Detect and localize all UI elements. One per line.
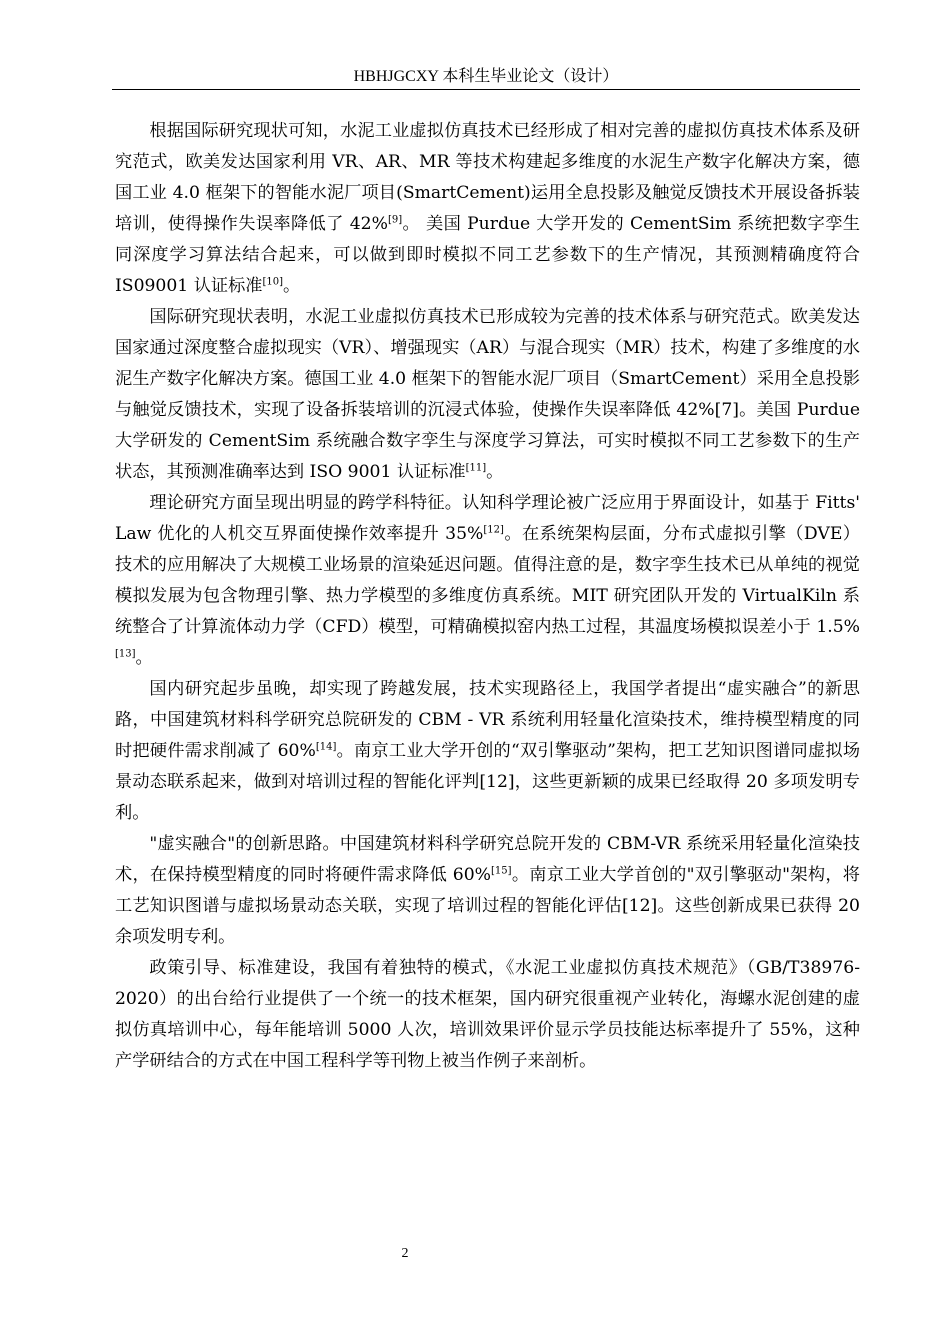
paragraph-text: 国际研究现状表明，水泥工业虚拟仿真技术已形成较为完善的技术体系与研究范式。欧美发达国家通过深度整合虚拟现实（VR）、增强现实（AR）与混合现实（MR）技术，构建了多维度的水泥生产数字化解决方案。德国工业 4.0 框架下的智能水泥厂项目（SmartCement）采用全息投影与触觉反馈技术，实现了设备拆装培训的沉浸式体验，使操作失误率降低 42%[7]。美国 Purdue 大学研发的 CementSim 系统融合数字孪生与深度学习算法，可实时模拟不同工艺参数下的生产状态，其预测准确率达到 ISO 9001 认证标准 bbox=[115, 307, 860, 482]
paragraph-5 bbox=[115, 829, 860, 953]
paragraph-text: 国内研究起步虽晚，却实现了跨越发展，技术实现路径上，我国学者提出“虚实融合”的新思路，中国建筑材料科学研究总院研发的 CBM - VR 系统利用轻量化渲染技术，维持模型精度的同时把硬件需求削减了 60% bbox=[115, 679, 860, 761]
paragraph-text: 。 美国 Purdue 大学开发的 CementSim 系统把数字孪生同深度学习算法结合起来，可以做到即时模拟不同工艺参数下的生产情况，其预测精确度符合 IS09001 认证标准 bbox=[115, 214, 860, 296]
paragraph-text: 。南京工业大学开创的“双引擎驱动”架构，把工艺知识图谱同虚拟场景动态联系起来，做到对培训过程的智能化评判[12]，这些更新颖的成果已经取得 20 多项发明专利。 bbox=[115, 741, 861, 823]
paragraph-1 bbox=[115, 116, 860, 302]
citation-superscript: [9] bbox=[387, 214, 403, 226]
running-header: HBHJGCXY 本科生毕业论文（设计） bbox=[353, 68, 619, 85]
paragraph-text: "虚实融合"的创新思路。中国建筑材料科学研究总院开发的 CBM-VR 系统采用轻量化渲染技术，在保持模型精度的同时将硬件需求降低 60% bbox=[115, 834, 860, 885]
paragraph-text: 。在系统架构层面，分布式虚拟引擎（DVE）技术的应用解决了大规模工业场景的渲染延迟问题。值得注意的是，数字孪生技术已从单纯的视觉模拟发展为包含物理引擎、热力学模型的多维度仿真系统。MIT 研究团队开发的 VirtualKiln 系统整合了计算流体动力学（CFD）模型，可精确模拟窑内热工过程，其温度场模拟误差小于 1.5% bbox=[115, 524, 860, 637]
citation-superscript: [15] bbox=[491, 865, 512, 877]
paragraph-text: 理论研究方面呈现出明显的跨学科特征。认知科学理论被广泛应用于界面设计，如基于 Fitts' Law 优化的人机交互界面使操作效率提升 35% bbox=[115, 493, 860, 544]
citation-superscript: [13] bbox=[115, 648, 136, 660]
citation-superscript: [12] bbox=[483, 524, 504, 536]
citation-superscript: [11] bbox=[465, 462, 487, 474]
paragraph-2 bbox=[115, 302, 860, 488]
citation-superscript: [10] bbox=[262, 276, 283, 288]
header-divider bbox=[112, 89, 860, 90]
paragraph-text: 。 bbox=[486, 462, 504, 482]
paragraph-6 bbox=[115, 953, 860, 1077]
paragraph-text: 。南京工业大学首创的"双引擎驱动"架构，将工艺知识图谱与虚拟场景动态关联，实现了培训过程的智能化评估[12]。这些创新成果已获得 20 余项发明专利。 bbox=[115, 865, 860, 947]
page-number: 2 bbox=[401, 1246, 409, 1261]
paragraph-4 bbox=[115, 674, 860, 829]
paragraph-text: 。 bbox=[283, 276, 301, 296]
paragraph-text: 根据国际研究现状可知，水泥工业虚拟仿真技术已经形成了相对完善的虚拟仿真技术体系及研究范式，欧美发达国家利用 VR、AR、MR 等技术构建起多维度的水泥生产数字化解决方案，德国工业 4.0 框架下的智能水泥厂项目(SmartCement)运用全息投影及触觉反馈技术开展设备拆装培训，使得操作失误率降低了 42% bbox=[115, 121, 860, 234]
document-body bbox=[115, 116, 860, 1077]
citation-superscript: [14] bbox=[315, 741, 337, 753]
paragraph-3 bbox=[115, 488, 860, 674]
paragraph-text: 政策引导、标准建设，我国有着独特的模式，《水泥工业虚拟仿真技术规范》（GB/T38976-2020）的出台给行业提供了一个统一的技术框架，国内研究很重视产业转化，海螺水泥创建的虚拟仿真培训中心，每年能培训 5000 人次，培训效果评价显示学员技能达标率提升了 55%，这种产学研结合的方式在中国工程科学等刊物上被当作例子来剖析。 bbox=[115, 958, 860, 1071]
paragraph-text: 。 bbox=[135, 648, 153, 668]
